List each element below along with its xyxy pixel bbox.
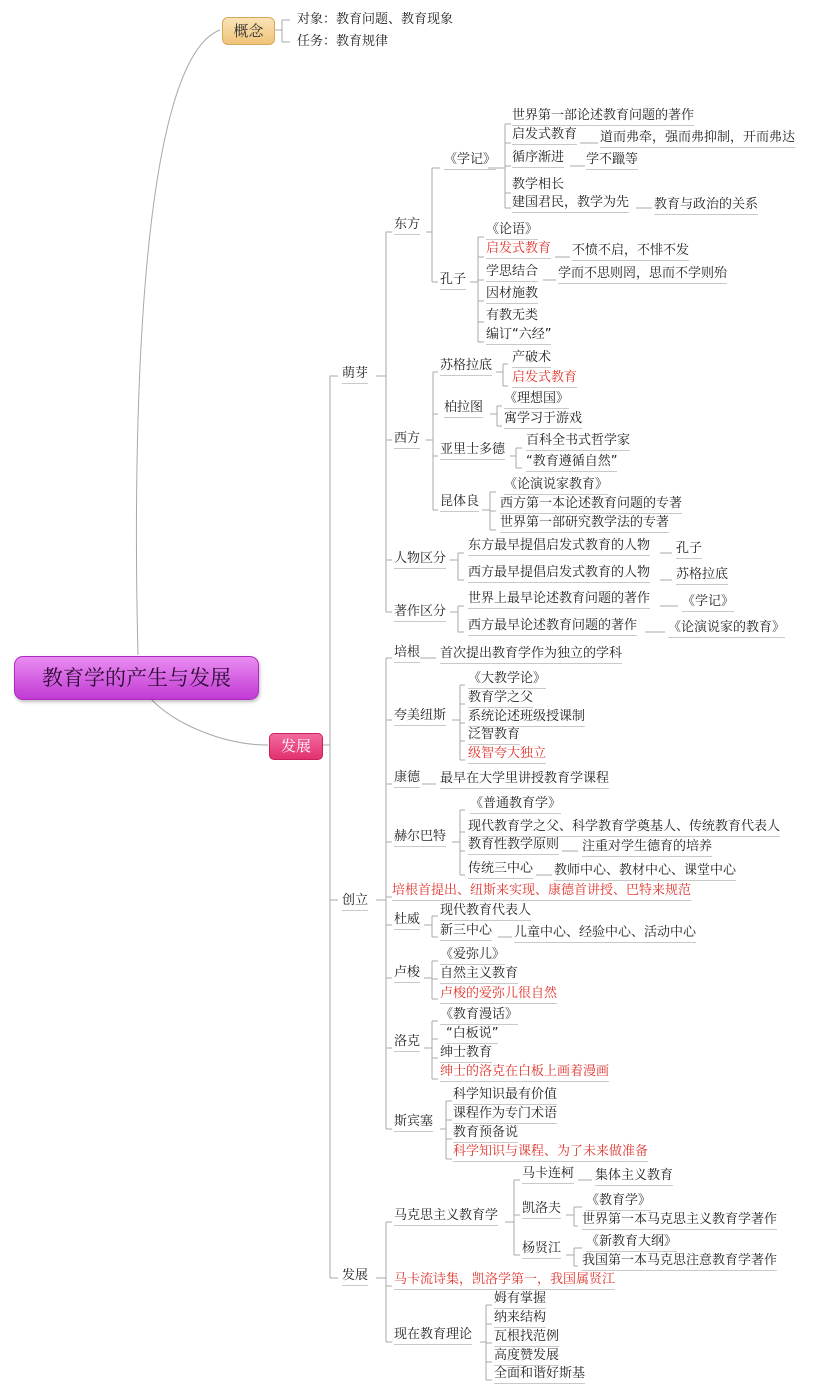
people-node: 人物区分 [394, 551, 446, 569]
xueji-item: 学不躐等 [586, 152, 638, 170]
confucius-node: 孔子 [440, 272, 466, 290]
confucius-item: 不愤不启，不悱不发 [572, 243, 689, 261]
dewey-item: 儿童中心、经验中心、活动中心 [514, 925, 696, 943]
marxist-node: 马克思主义教育学 [394, 1208, 498, 1226]
modern-item: 全面和谐好斯基 [494, 1366, 585, 1384]
socrates-item: 启发式教育 [512, 370, 577, 388]
bacon-node: 培根 [394, 645, 420, 663]
people-item: 西方最早提倡启发式教育的人物 [468, 565, 650, 583]
west-node: 西方 [394, 431, 420, 449]
comenius-item: 教育学之父 [468, 690, 533, 708]
east-node: 东方 [394, 217, 420, 235]
growth-mnemonic: 马卡流诗集，凯洛学第一，我国属贤江 [394, 1272, 615, 1290]
works-item: 《学记》 [682, 594, 734, 612]
people-item: 孔子 [676, 541, 702, 559]
quintilian-item: 西方第一本论述教育问题的专著 [500, 496, 682, 514]
plato-item: 寓学习于游戏 [504, 411, 582, 429]
works-node: 著作区分 [394, 604, 446, 622]
xueji-item: 世界第一部论述教育问题的著作 [512, 108, 694, 126]
quintilian-item: 世界第一部研究教学法的专著 [500, 515, 669, 533]
dewey-item: 现代教育代表人 [440, 903, 531, 921]
people-item: 苏格拉底 [676, 567, 728, 585]
herbart-item: 教育性教学原则 [468, 837, 559, 855]
herbart-item: 教师中心、教材中心、课堂中心 [554, 863, 736, 881]
bacon-item: 首次提出教育学作为独立的学科 [440, 646, 622, 664]
herbart-item: 《普通教育学》 [470, 796, 561, 814]
kairov-item: 《教育学》 [586, 1193, 651, 1211]
yang-node: 杨贤江 [522, 1241, 561, 1259]
rousseau-item: 卢梭的爱弥儿很自然 [440, 986, 557, 1004]
spencer-item: 课程作为专门术语 [453, 1106, 557, 1124]
kairov-item: 世界第一本马克思主义教育学著作 [582, 1212, 777, 1230]
rousseau-item: 《爱弥儿》 [440, 947, 505, 965]
founding-node: 创立 [342, 893, 368, 911]
makarenko-node: 马卡连柯 [522, 1166, 574, 1184]
socrates-node: 苏格拉底 [440, 358, 492, 376]
locke-node: 洛克 [394, 1034, 420, 1052]
confucius-item: 启发式教育 [486, 241, 551, 259]
aristotle-node: 亚里士多德 [440, 442, 505, 460]
locke-item: 绅士教育 [440, 1045, 492, 1063]
quintilian-item: 《论演说家教育》 [504, 477, 608, 495]
works-item: 《论演说家的教育》 [668, 620, 785, 638]
root-node: 教育学的产生与发展 [14, 656, 259, 700]
xueji-item: 教学相长 [512, 177, 565, 192]
works-item: 西方最早论述教育问题的著作 [468, 618, 637, 636]
confucius-item: 编订“六经” [486, 327, 551, 345]
aristotle-item: 百科全书式哲学家 [526, 433, 630, 451]
plato-node: 柏拉图 [444, 400, 483, 418]
plato-item: 《理想国》 [504, 391, 569, 409]
herbart-item: 现代教育学之父、科学教育学奠基人、传统教育代表人 [468, 819, 780, 837]
spencer-item: 科学知识与课程、为了未来做准备 [453, 1144, 648, 1162]
confucius-item: 因材施教 [486, 286, 538, 304]
xueji-node: 《学记》 [444, 152, 496, 170]
link-root-develop [150, 698, 268, 745]
modern-node: 现在教育理论 [394, 1327, 472, 1345]
locke-item: “白板说” [446, 1026, 498, 1044]
locke-item: 《教育漫话》 [440, 1007, 518, 1025]
kant-node: 康德 [394, 770, 420, 788]
works-item: 世界上最早论述教育问题的著作 [468, 591, 650, 609]
comenius-item: 《大教学论》 [468, 671, 546, 689]
spencer-item: 科学知识最有价值 [453, 1087, 557, 1105]
comenius-node: 夸美纽斯 [394, 708, 446, 726]
comenius-item: 泛智教育 [468, 727, 520, 745]
makarenko-item: 集体主义教育 [595, 1168, 673, 1186]
quintilian-node: 昆体良 [440, 494, 479, 512]
modern-item: 姆有掌握 [494, 1291, 546, 1309]
yang-item: 《新教育大纲》 [586, 1234, 677, 1252]
herbart-item: 注重对学生德育的培养 [582, 839, 712, 857]
growth-node: 发展 [342, 1268, 368, 1286]
locke-item: 绅士的洛克在白板上画着漫画 [440, 1064, 609, 1082]
rousseau-node: 卢梭 [394, 965, 420, 983]
confucius-item: 有教无类 [486, 308, 539, 323]
xueji-item: 道而弗牵，强而弗抑制，开而弗达 [600, 130, 795, 148]
spencer-item: 教育预备说 [453, 1125, 518, 1143]
xueji-item: 循序渐进 [512, 150, 564, 168]
people-item: 东方最早提倡启发式教育的人物 [468, 538, 650, 556]
yang-item: 我国第一本马克思注意教育学著作 [582, 1253, 777, 1271]
kant-item: 最早在大学里讲授教育学课程 [440, 771, 609, 789]
spencer-node: 斯宾塞 [394, 1114, 433, 1132]
xueji-item: 启发式教育 [512, 127, 577, 145]
confucius-item: 学思结合 [486, 264, 538, 282]
comenius-item: 级智夸大独立 [468, 746, 546, 764]
confucius-item: 学而不思则罔，思而不学则殆 [558, 266, 727, 284]
founding-mnemonic: 培根首提出、纽斯来实现、康德首讲授、巴特来规范 [392, 883, 691, 901]
link-root-concept [136, 30, 220, 655]
rousseau-item: 自然主义教育 [440, 966, 518, 984]
concept-task: 任务：教育规律 [297, 34, 389, 49]
confucius-item: 《论语》 [486, 222, 538, 240]
herbart-item: 传统三中心 [468, 861, 533, 879]
modern-item: 高度赞发展 [494, 1348, 559, 1366]
kairov-node: 凯洛夫 [522, 1201, 561, 1219]
aristotle-item: “教育遵循自然” [526, 454, 617, 472]
xueji-item: 建国君民，教学为先 [512, 195, 629, 213]
concept-object: 对象：教育问题、教育现象 [297, 12, 454, 27]
dewey-item: 新三中心 [440, 923, 492, 941]
comenius-item: 系统论述班级授课制 [468, 709, 585, 727]
modern-item: 瓦根找范例 [494, 1329, 559, 1347]
socrates-item: 产破术 [512, 350, 551, 368]
dewey-node: 杜威 [394, 912, 420, 930]
development-node: 发展 [269, 733, 323, 760]
modern-item: 纳来结构 [494, 1310, 546, 1328]
concept-node: 概念 [222, 17, 275, 45]
herbart-node: 赫尔巴特 [394, 829, 446, 847]
xueji-item: 教育与政治的关系 [654, 197, 758, 215]
budding-node: 萌芽 [342, 366, 368, 384]
